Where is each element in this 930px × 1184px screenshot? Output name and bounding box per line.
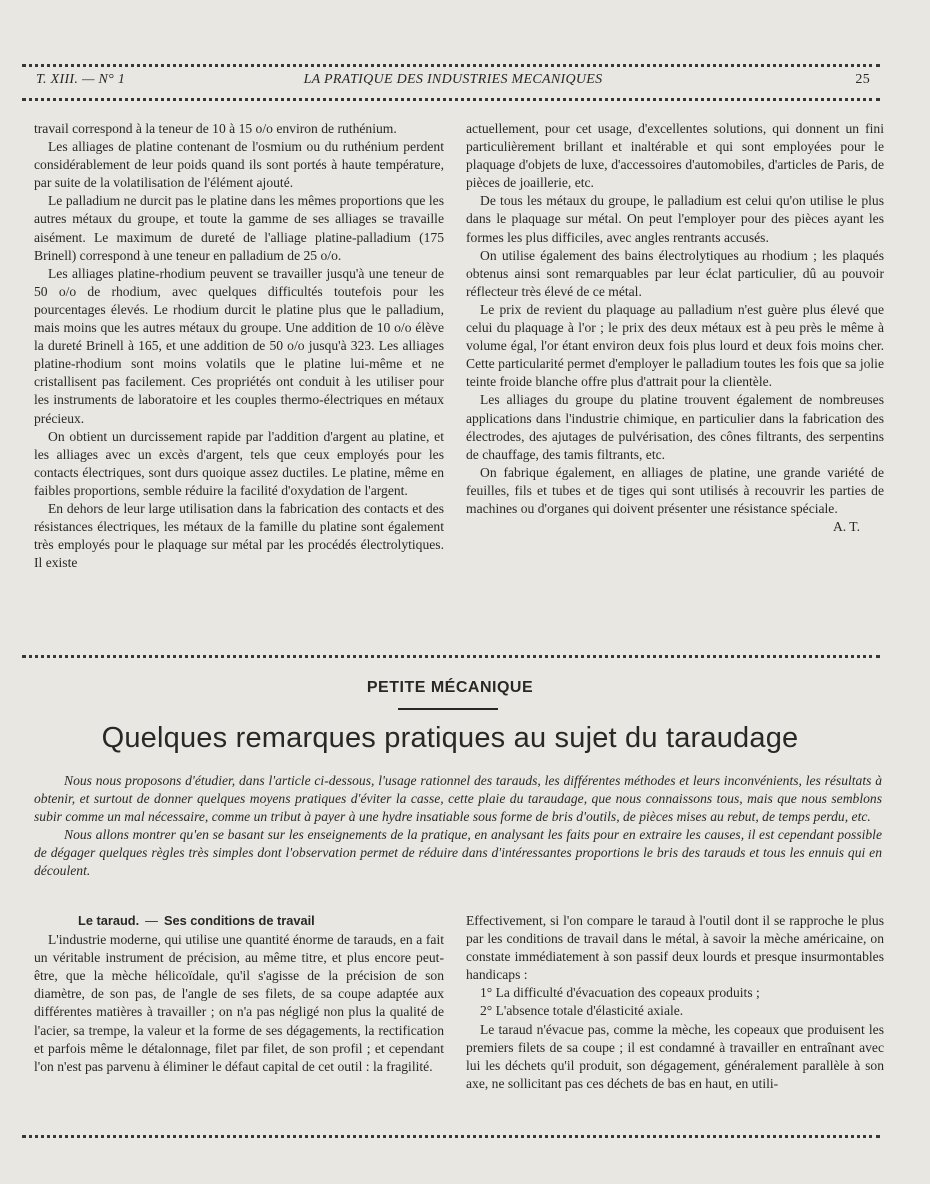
paragraph: Les alliages de platine contenant de l'osmium ou du ruthénium perdent considérablement de leur poids quand ils sont portés à haute température, par suite de la volatilisation de l'élément ajouté. bbox=[34, 139, 444, 191]
journal-title: LA PRATIQUE DES INDUSTRIES MECANIQUES bbox=[303, 72, 603, 87]
page-number: 25 bbox=[855, 72, 870, 87]
paragraph: Les alliages platine-rhodium peuvent se travailler jusqu'à une teneur de 50 o/o de rhodium, avec quelques difficultés toutefois pour les pourcentages élevés. Le rhodium durcit le platine plus que le palladium, mais moins que les autres métaux du groupe. Une addition de 10 o/o élève la dureté Brinell à 165, et une addition de 50 o/o jusqu'à 323. Les alliages platine-rhodium sont moins volatils que le platine lui-même et ne cristallisent pas facilement. Ces propriétés ont conduit à les utiliser pour les instruments de laboratoire et les couples thermo-électriques en métaux précieux. bbox=[34, 265, 444, 426]
list-item: 1° La difficulté d'évacuation des copeaux produits ; bbox=[480, 985, 760, 1001]
paragraph: Effectivement, si l'on compare le taraud à l'outil dont il se rapproche le plus par les conditions de travail dans le métal, à savoir la mèche américaine, on constate immédiatement à son passif deux lourds et presque insurmontables handicaps : bbox=[466, 913, 884, 983]
paragraph: travail correspond à la teneur de 10 à 15 o/o environ de ruthénium. bbox=[34, 121, 397, 136]
paragraph: On obtient un durcissement rapide par l'addition d'argent au platine, et les alliages avec un excès d'argent, tels que ceux employés pour les contacts électriques, sont durs quoique assez ductiles. Le platine, même en faibles proportions, semble réduire la facilité d'oxydation de l'argent. bbox=[34, 428, 444, 498]
volume-number: T. XIII. — N° 1 bbox=[36, 72, 126, 87]
section-dotted-rule bbox=[22, 655, 880, 658]
subheading bbox=[34, 912, 444, 930]
paragraph: Le taraud n'évacue pas, comme la mèche, les copeaux que produisent les premiers filets de sa coupe ; il est condamné à travailler en entraînant avec lui les déchets qu'il produit, son dégagement, généralement parallèle à son axe, ne sollicitant pas ces déchets de bas en haut, en utili- bbox=[466, 1021, 884, 1091]
intro-paragraph: Nous nous proposons d'étudier, dans l'article ci-dessous, l'usage rationnel des tarauds, les différentes méthodes et leurs inconvénients, les résultats à obtenir, et surtout de donner quelques moyens pratiques d'éviter la casse, cette plaie du taraudage, que nous connaissons tous, mais que nous semblons subir comme un mal nécessaire, comme un tribut à payer à une hydre insatiable sous forme de bris d'outils, de pièces mises au rebut, de temps perdu, etc. bbox=[34, 773, 882, 824]
top-right-column bbox=[466, 120, 884, 536]
top-left-column bbox=[34, 120, 444, 572]
paragraph: De tous les métaux du groupe, le palladium est celui qu'on utilise le plus dans le plaquage sur métal. On peut l'employer pour des pièces ayant les formes les plus difficiles, avec angles rentrants accusés. bbox=[466, 193, 884, 245]
list-item: 2° L'absence totale d'élasticité axiale. bbox=[480, 1003, 684, 1019]
paragraph: On fabrique également, en alliages de platine, une grande variété de feuilles, fils et tubes et de tiges qui sont utilisés à recouvrir les parties de machines ou d'organes qui doivent présenter une résistance spéciale. bbox=[466, 464, 884, 516]
article-title: Quelques remarques pratiques au sujet du taraudage bbox=[101, 722, 799, 754]
bottom-left-column bbox=[34, 912, 444, 1076]
section-label: PETITE MÉCANIQUE bbox=[366, 679, 534, 696]
author-signature: A. T. bbox=[832, 519, 860, 535]
subheading-part: Le taraud. bbox=[78, 913, 140, 928]
paragraph: Les alliages du groupe du platine trouvent également de nombreuses applications dans l'industrie chimique, en particulier dans la fabrication des électrodes, des ajutages de pulvérisation, des cônes filtrants, des serpentins de chauffage, des tamis filtrants, etc. bbox=[466, 392, 884, 462]
paragraph: actuellement, pour cet usage, d'excellentes solutions, qui donnent un fini particulièrement brillant et inaltérable et qui sont employées pour le plaquage d'objets de luxe, d'accessoires d'automobiles, d'articles de Paris, de pièces de joaillerie, etc. bbox=[466, 121, 884, 191]
bottom-right-column bbox=[466, 912, 884, 1093]
running-header bbox=[36, 72, 870, 92]
article-intro bbox=[34, 772, 882, 880]
section-underline bbox=[398, 708, 498, 710]
header-dotted-rule bbox=[22, 98, 880, 101]
paragraph: Le prix de revient du plaquage au palladium n'est guère plus élevé que celui du plaquage à l'or ; le prix des deux métaux est à peu près le même à volume égal, l'or étant environ deux fois plus lourd et deux fois moins cher. Cette particularité permet d'employer le palladium toutes les fois que sa jolie teinte froide blanche offre plus d'attrait pour la clientèle. bbox=[466, 301, 884, 390]
top-dotted-rule bbox=[22, 64, 880, 67]
bottom-dotted-rule bbox=[22, 1135, 880, 1138]
subheading-dash: — bbox=[145, 913, 158, 928]
intro-paragraph: Nous allons montrer qu'en se basant sur les enseignements de la pratique, en analysant les faits pour en extraire les causes, il est cependant possible de dégager quelques règles très simples dont l'observation permet de réduire dans d'intéressantes proportions le bris des tarauds et tous les ennuis qui en découlent. bbox=[34, 827, 882, 878]
paragraph: En dehors de leur large utilisation dans la fabrication des contacts et des résistances électriques, les métaux de la famille du platine sont également très employés pour le plaquage sur métal par les procédés électrolytiques. Il existe bbox=[34, 500, 444, 571]
paragraph: L'industrie moderne, qui utilise une quantité énorme de tarauds, en a fait un véritable instrument de précision, au même titre, et plus encore peut-être, que la mèche hélicoïdale, qu'il s'agisse de la précision de son diamètre, de son pas, de l'angle de ses filets, de sa coupe adaptée aux différentes matières à travailler ; on n'a pas négligé non plus la qualité de l'acier, sa trempe, la valeur et la forme de ses dégagements, la rectification et parfois même le détalonnage, filet par filet, de son profil ; et cependant l'on n'est pas parvenu à éliminer le défaut capital de cet outil : la fragilité. bbox=[34, 932, 444, 1074]
paragraph: On utilise également des bains électrolytiques au rhodium ; les plaqués obtenus ainsi sont remarquables par leur éclat particulier, dû au pouvoir réflecteur très élevé de ce métal. bbox=[466, 247, 884, 299]
paragraph: Le palladium ne durcit pas le platine dans les mêmes proportions que les autres métaux du groupe, et toute la gamme de ses alliages se travaille aisément. Le maximum de dureté de l'alliage platine-palladium (175 Brinell) correspond à une teneur en palladium de 25 o/o. bbox=[34, 193, 444, 263]
subheading-part: Ses conditions de travail bbox=[163, 913, 315, 928]
